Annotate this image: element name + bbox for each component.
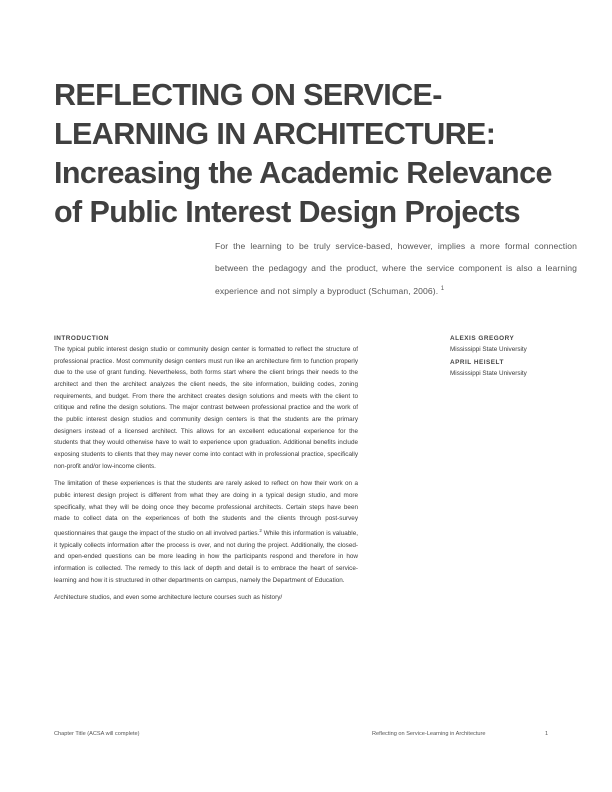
author-block	[450, 334, 580, 381]
author-name: ALEXIS GREGORY	[450, 335, 515, 342]
page-number: 1	[545, 731, 549, 737]
paragraph-2-text: The limitation of these experiences is that the students are rarely asked to reflect on how their work on a public interest design project is different from what they are doing in a typical design studio, and more specifically, what they will be doing once they become professional architects. Certain steps have been made to collect data on the experiences of both the students and the clients through post-survey questionnaires that gauge the impact of the studio on all involved parties.	[54, 480, 358, 537]
footer-running-title: Reflecting on Service-Learning in Architecture	[372, 731, 486, 737]
paragraph-2	[54, 478, 358, 586]
paper-title: REFLECTING ON SERVICE-LEARNING IN ARCHITECTURE: Increasing the Academic Relevance of Public Interest Design Projects	[54, 78, 552, 229]
main-column	[54, 334, 358, 610]
paragraph-2-text-continued: While this information is valuable, it typically collects information after the process is over, and not during the project. Additionally, the closed- and open-ended questions can be more leading in how the participants respond and therefore in how information is collected. The remedy to this lack of depth and detail is to embrace the heart of service-learning and how it is structured in other departments on campus, namely the Department of Education.	[54, 529, 358, 584]
author-affiliation: Mississippi State University	[450, 346, 527, 353]
paragraph-3	[54, 592, 358, 604]
author-affiliation: Mississippi State University	[450, 369, 527, 377]
paragraph-1	[54, 344, 358, 472]
epigraph-footnote-marker[interactable]: 1	[440, 286, 445, 292]
paragraph-3-text: Architecture studios, and even some architecture lecture courses such as history/	[54, 594, 283, 602]
author-name: APRIL HEISELT	[450, 358, 504, 366]
paragraph-1-text: The typical public interest design studio or community design center is formatted to reflect the structure of professional practice. Most community design centers must run like an architecture firm to function properly due to the use of grant funding. Nevertheless, both forms start where the client brings their needs to the architect and then the architect analyzes the client needs, the site information, building codes, zoning requirements, and budget. From there the architect creates design solutions and meets with the client to critique and refine the design solutions. The major contrast between professional practice and the work of the public interest design studios and community design centers is that the students are the primary designers instead of a licensed architect. This allows for an excellent educational experience for the students that they would otherwise have to wait to experience upon graduation. Additional benefits include exposing students to clients that they may never come into contact with in professional practice, specifically non-profit and/or low-income clients.	[54, 346, 358, 470]
paragraph-2-footnote-marker[interactable]: 2	[259, 527, 262, 533]
epigraph	[215, 236, 577, 302]
section-heading-introduction: INTRODUCTION	[54, 335, 109, 342]
footer-chapter-title: Chapter Title (ACSA will complete)	[54, 731, 140, 737]
epigraph-text: For the learning to be truly service-based, however, implies a more formal connection between the pedagogy and the product, where the service component is also a learning experience and not simply a byproduct (Schuman, 2006).	[215, 241, 577, 296]
